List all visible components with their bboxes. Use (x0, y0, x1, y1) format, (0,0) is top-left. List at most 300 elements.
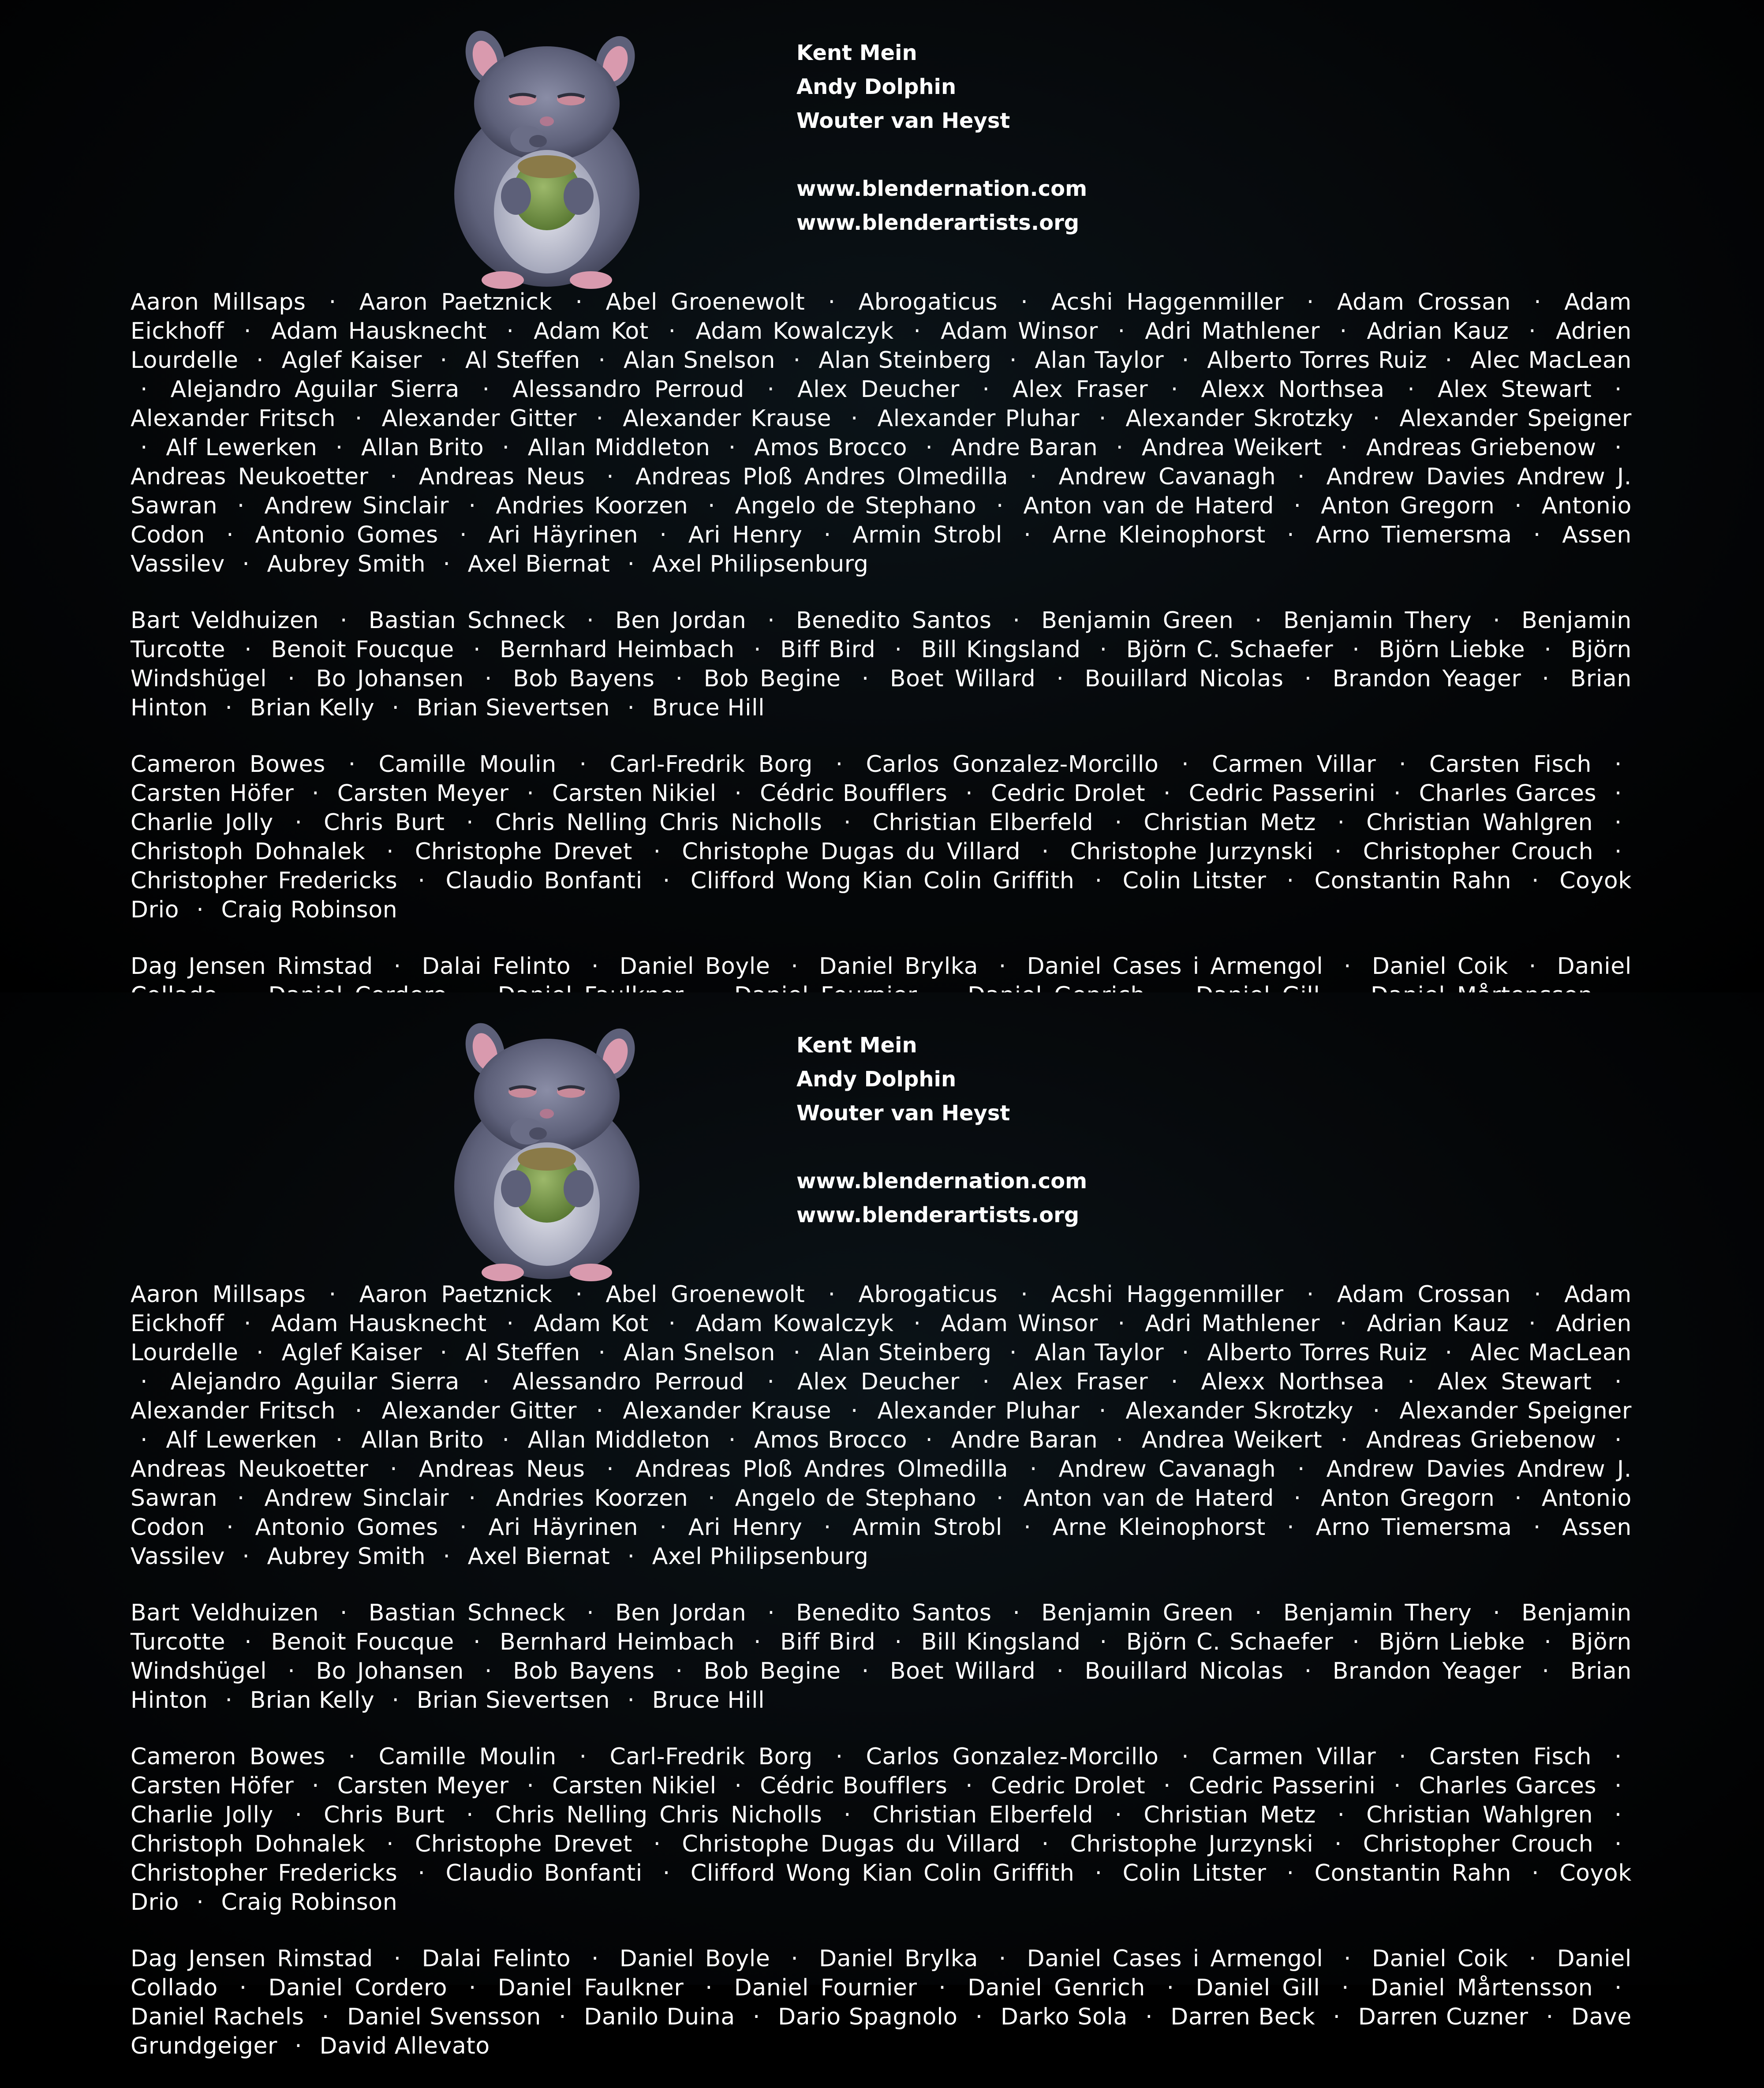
credit-name: Arne Kleinophorst (1052, 522, 1266, 548)
credit-separator: · (579, 1744, 587, 1770)
credit-name: Camille Moulin (378, 1744, 557, 1770)
credit-separator: · (386, 1831, 394, 1857)
credit-separator: · (668, 1310, 676, 1337)
credit-separator: · (998, 1946, 1006, 1972)
credit-separator: · (996, 493, 1004, 519)
credit-separator: · (753, 1629, 762, 1655)
credit-separator: · (1614, 376, 1622, 403)
credit-name: Bruce Hill (652, 695, 765, 721)
credit-name: Christopher Crouch (1363, 838, 1594, 865)
credit-name: Adam Hausknecht (271, 318, 487, 344)
credit-separator: · (675, 1658, 683, 1684)
credit-separator: · (791, 953, 799, 980)
credit-name: Daniel (1557, 953, 1632, 980)
credit-separator: · (140, 376, 148, 403)
credit-separator: · (1529, 318, 1536, 344)
credit-separator: · (1117, 1310, 1125, 1337)
credit-name: Cedric Passerini (1188, 780, 1376, 807)
credit-name: Daniel Gill (1196, 1975, 1320, 2001)
credit-separator: · (355, 1398, 363, 1424)
credit-separator: · (242, 551, 250, 577)
credit-name: Carsten Fisch (1429, 1744, 1592, 1770)
credit-name: Alan Snelson (623, 1340, 776, 1366)
credit-separator: · (1024, 1514, 1031, 1541)
credit-name: Christophe Jurzynski (1070, 838, 1314, 865)
credit-separator: · (1306, 1281, 1314, 1308)
credit-separator: · (226, 1514, 234, 1541)
credit-name: Alexander Gitter (381, 1398, 577, 1424)
credit-name: Brandon Yeager (1332, 666, 1521, 692)
credit-name: David Allevato (319, 2033, 490, 2059)
credit-separator: · (587, 607, 594, 634)
credits-frame-top (0, 0, 1764, 992)
credit-separator: · (1614, 1427, 1622, 1453)
credit-separator: · (244, 1629, 252, 1655)
credit-separator: · (1343, 953, 1352, 980)
credit-name: Alexander Krause (623, 405, 832, 432)
credit-name: Christian Wahlgren (1366, 809, 1593, 836)
credit-separator: · (468, 1485, 476, 1512)
credit-name: Christian Metz (1144, 1802, 1316, 1828)
chinchilla-holding-acorn-icon (437, 26, 657, 291)
credit-separator: · (598, 347, 606, 374)
credit-name: Abrogaticus (858, 289, 998, 315)
special-thanks-block (796, 36, 1087, 240)
credit-separator: · (767, 1600, 775, 1626)
credit-separator: · (1340, 434, 1348, 461)
credit-separator: · (627, 1687, 635, 1714)
credit-separator: · (1114, 1802, 1122, 1828)
thanks-spacer (796, 1130, 1087, 1164)
credit-separator: · (591, 953, 599, 980)
credit-separator: · (1514, 493, 1522, 519)
credit-name: Colin Litster (1122, 1860, 1267, 1886)
credit-name: Alexx Northsea (1201, 1369, 1385, 1395)
credits-frame-bottom (0, 992, 1764, 2059)
credit-separator: · (1372, 1398, 1380, 1424)
credit-separator: · (329, 289, 336, 315)
credit-name: Daniel Fournier (734, 1975, 917, 2001)
credit-separator: · (1029, 464, 1037, 490)
credit-separator: · (506, 318, 514, 344)
credit-name: Adam Kot (534, 1310, 649, 1337)
credit-name: Björn C. Schaefer (1126, 1629, 1334, 1655)
credit-name: Antonio Codon (131, 1485, 1632, 1541)
credit-name: Christophe Drevet (415, 1831, 632, 1857)
credit-name: Alex Deucher (797, 1369, 960, 1395)
credit-separator: · (1534, 1281, 1542, 1308)
credit-separator: · (460, 1514, 467, 1541)
credit-name: Alexander Fritsch (131, 1398, 336, 1424)
credit-name: Camille Moulin (378, 751, 557, 778)
credit-name: Alexx Northsea (1201, 376, 1385, 403)
credit-name: Daniel Brylka (819, 1946, 979, 1972)
credit-separator: · (237, 493, 245, 519)
credit-name: Brian Kelly (250, 1687, 375, 1714)
credit-separator: · (982, 376, 990, 403)
credit-separator: · (1304, 666, 1312, 692)
credit-name: Björn Windshügel (131, 1629, 1632, 1684)
credit-separator: · (502, 434, 510, 461)
credit-separator: · (225, 695, 233, 721)
credit-separator: · (1529, 1946, 1536, 1972)
credit-name: Dario Spagnolo (778, 2004, 958, 2030)
credit-name: Andrew Cavanagh (1058, 464, 1276, 490)
credit-name: Bob Begine (703, 1658, 841, 1684)
credit-separator: · (1013, 1600, 1020, 1626)
credit-name: Clifford Wong Kian Colin Griffith (690, 868, 1075, 894)
credit-separator: · (596, 405, 604, 432)
credit-separator: · (668, 318, 676, 344)
credit-separator: · (835, 751, 843, 778)
credit-name: Bart Veldhuizen (131, 607, 319, 634)
credit-name: Adam Winsor (941, 318, 1098, 344)
credit-name: Björn Liebke (1379, 1629, 1525, 1655)
thanks-website: www.blendernation.com (796, 1169, 1088, 1194)
credit-separator: · (348, 751, 356, 778)
credit-separator: · (1099, 405, 1106, 432)
credit-name: Daniel Boyle (619, 953, 770, 980)
credit-name: Aglef Kaiser (281, 1340, 422, 1366)
credit-separator: · (1340, 1427, 1348, 1453)
credit-name: Ari Henry (688, 522, 803, 548)
credit-name: Bo Johansen (316, 1658, 464, 1684)
credit-name: Cameron Bowes (131, 751, 325, 778)
credit-name: Dalai Felinto (422, 1946, 571, 1972)
credit-name: Alexander Pluhar (877, 405, 1080, 432)
credit-separator: · (502, 1427, 510, 1453)
credit-name: Alexander Gitter (381, 405, 577, 432)
credit-separator: · (596, 1398, 604, 1424)
credit-separator: · (850, 405, 858, 432)
credit-name: Alex Stewart (1437, 376, 1592, 403)
credit-name: Andre Baran (951, 434, 1098, 461)
credit-name: Aaron Paetznick (359, 1281, 553, 1308)
credit-name: Daniel Brylka (819, 953, 979, 980)
credit-name: Andries Koorzen (496, 493, 688, 519)
credit-name: Christopher Fredericks (131, 868, 398, 894)
credit-name: Alex Fraser (1013, 1369, 1148, 1395)
credit-separator: · (473, 636, 481, 663)
credit-separator: · (288, 1658, 295, 1684)
credit-name: Dalai Felinto (422, 953, 571, 980)
credit-separator: · (460, 522, 467, 548)
credit-separator: · (1255, 607, 1263, 634)
credit-name: Ari Henry (688, 1514, 803, 1541)
credit-name: Ben Jordan (615, 1600, 747, 1626)
credit-name: Alexander Speigner (1399, 405, 1632, 432)
credit-name: Darren Cuzner (1358, 2004, 1529, 2030)
credit-separator: · (1493, 607, 1501, 634)
credit-name: Daniel Coik (1372, 953, 1508, 980)
credit-name: Daniel Genrich (968, 1975, 1145, 2001)
credit-separator: · (242, 1543, 250, 1570)
credit-name: Bob Begine (703, 666, 841, 692)
credit-name: Benoit Foucque (271, 1629, 454, 1655)
credit-separator: · (653, 1831, 661, 1857)
credit-separator: · (734, 780, 742, 807)
credit-separator: · (793, 347, 801, 374)
credit-separator: · (767, 1369, 775, 1395)
credit-name: Aaron Millsaps (131, 1281, 306, 1308)
credit-separator: · (244, 636, 252, 663)
credit-separator: · (1116, 1427, 1124, 1453)
credit-name: Andrew Sinclair (264, 1485, 449, 1512)
credit-separator: · (237, 1485, 245, 1512)
credit-separator: · (1352, 636, 1360, 663)
credit-separator: · (256, 347, 264, 374)
credit-separator: · (1181, 751, 1189, 778)
credit-name: Benjamin Green (1041, 607, 1234, 634)
credit-separator: · (850, 1398, 858, 1424)
credits-group (131, 288, 1632, 579)
credit-name: Alessandro Perroud (512, 1369, 744, 1395)
credit-separator: · (1024, 522, 1031, 548)
credit-separator: · (828, 289, 836, 315)
credit-separator: · (1372, 405, 1380, 432)
credit-separator: · (1041, 838, 1049, 865)
credit-separator: · (1342, 1975, 1349, 2001)
credit-separator: · (1546, 2004, 1554, 2030)
credit-separator: · (386, 838, 394, 865)
credit-separator: · (1399, 1744, 1407, 1770)
credit-separator: · (728, 1427, 736, 1453)
credit-separator: · (140, 434, 148, 461)
credit-name: Carsten Höfer (131, 1773, 294, 1799)
credit-name: Andrea Weikert (1141, 1427, 1323, 1453)
credit-separator: · (1095, 868, 1102, 894)
credit-name: Alan Taylor (1035, 1340, 1164, 1366)
credit-name: Christoph Dohnalek (131, 1831, 366, 1857)
credit-separator: · (1337, 809, 1345, 836)
credit-name: Antonio Gomes (255, 522, 438, 548)
thanks-name: Andy Dolphin (796, 75, 957, 99)
credit-name: Daniel Rachels (131, 2004, 304, 2030)
credit-separator: · (925, 1427, 933, 1453)
credit-separator: · (1334, 1831, 1342, 1857)
credit-separator: · (1393, 780, 1401, 807)
credit-name: Al Steffen (465, 1340, 580, 1366)
credit-separator: · (1117, 318, 1125, 344)
credit-name: Bob Bayens (513, 666, 655, 692)
credit-name: Coyok Drio (131, 1860, 1632, 1916)
credit-name: Biff Bird (780, 636, 876, 663)
credit-separator: · (1393, 1773, 1401, 1799)
credit-separator: · (1542, 666, 1550, 692)
credit-separator: · (440, 1340, 448, 1366)
credit-name: Cedric Drolet (990, 1773, 1146, 1799)
credit-separator: · (1614, 434, 1622, 461)
credit-name: Benjamin Thery (1283, 607, 1472, 634)
credit-separator: · (340, 607, 348, 634)
credit-name: Cedric Drolet (990, 780, 1146, 807)
credit-name: Daniel Collado (131, 1946, 1632, 2001)
credit-name: Cédric Boufflers (760, 780, 948, 807)
credit-separator: · (752, 2004, 761, 2030)
credit-separator: · (627, 695, 635, 721)
credit-name: Amos Brocco (754, 1427, 908, 1453)
credit-name: Adrian Kauz (1367, 318, 1509, 344)
credit-name: Adam Hausknecht (271, 1310, 487, 1337)
credit-name: Christian Metz (1144, 809, 1316, 836)
credit-name: Andrew Cavanagh (1058, 1456, 1276, 1482)
thanks-name: Kent Mein (796, 41, 917, 65)
credit-separator: · (393, 953, 401, 980)
credit-name: Charlie Jolly (131, 1802, 273, 1828)
credit-separator: · (728, 434, 736, 461)
credit-name: Alan Steinberg (818, 1340, 992, 1366)
credit-separator: · (705, 1975, 713, 2001)
credit-separator: · (468, 493, 476, 519)
credit-name: Christophe Dugas du Villard (682, 1831, 1021, 1857)
credit-separator: · (1041, 1831, 1049, 1857)
credit-name: Brian Hinton (131, 1658, 1632, 1714)
credit-separator: · (843, 809, 852, 836)
credit-name: Antonio Gomes (255, 1514, 438, 1541)
credit-name: Daniel Faulkner (497, 1975, 684, 2001)
credit-name: Andrew Davies Andrew J. Sawran (131, 464, 1632, 519)
credit-name: Alf Lewerken (166, 1427, 318, 1453)
credit-separator: · (239, 1975, 247, 2001)
credit-name: Antonio Codon (131, 493, 1632, 548)
credit-separator: · (440, 347, 448, 374)
credits-group (131, 1742, 1632, 1917)
credit-separator: · (575, 289, 583, 315)
credit-separator: · (965, 780, 973, 807)
credit-separator: · (196, 897, 204, 923)
credit-name: Christophe Drevet (415, 838, 632, 865)
credit-separator: · (1533, 1514, 1541, 1541)
credit-separator: · (1399, 751, 1407, 778)
thanks-name: Kent Mein (796, 1033, 917, 1058)
credit-separator: · (484, 1658, 493, 1684)
credit-name: Alejandro Aguilar Sierra (170, 376, 460, 403)
credit-separator: · (484, 666, 493, 692)
credit-separator: · (598, 1340, 606, 1366)
credit-name: Adam Eickhoff (131, 289, 1632, 344)
credit-name: Ben Jordan (615, 607, 747, 634)
credit-name: Carl-Fredrik Borg (609, 751, 813, 778)
credit-separator: · (861, 666, 869, 692)
credit-name: Alec MacLean (1470, 347, 1632, 374)
credits-group (131, 606, 1632, 722)
credit-separator: · (1614, 1802, 1622, 1828)
credit-name: Bob Bayens (513, 1658, 655, 1684)
credit-name: Björn C. Schaefer (1126, 636, 1334, 663)
credit-separator: · (243, 1310, 251, 1337)
credit-separator: · (468, 1975, 476, 2001)
credit-name: Danilo Duina (584, 2004, 735, 2030)
credit-name: Benedito Santos (796, 1600, 992, 1626)
credit-separator: · (1352, 1629, 1360, 1655)
thanks-name: Wouter van Heyst (796, 1101, 1010, 1126)
credit-separator: · (996, 1485, 1004, 1512)
credit-separator: · (975, 2004, 983, 2030)
credit-separator: · (1287, 1514, 1295, 1541)
credit-separator: · (1544, 636, 1552, 663)
credit-separator: · (1114, 809, 1122, 836)
credit-separator: · (1614, 780, 1622, 807)
credit-name: Abel Groenewolt (605, 289, 805, 315)
credit-separator: · (256, 1340, 264, 1366)
credit-name: Andreas Griebenow (1366, 1427, 1596, 1453)
credit-separator: · (587, 1600, 594, 1626)
credit-name: Benjamin Turcotte (131, 1600, 1632, 1655)
credit-separator: · (1542, 1658, 1550, 1684)
credit-name: Brian Sievertsen (416, 695, 610, 721)
credit-name: Allan Brito (361, 434, 484, 461)
credit-name: Allan Middleton (527, 434, 710, 461)
credit-name: Andries Koorzen (496, 1485, 688, 1512)
credit-name: Brandon Yeager (1332, 1658, 1521, 1684)
credit-separator: · (1181, 1744, 1189, 1770)
credit-name: Adam Kowalczyk (695, 318, 894, 344)
credit-separator: · (355, 405, 363, 432)
credit-separator: · (288, 666, 295, 692)
credit-separator: · (753, 636, 762, 663)
credit-separator: · (708, 1485, 716, 1512)
credit-separator: · (1009, 1340, 1017, 1366)
credit-name: Armin Strobl (852, 1514, 1002, 1541)
credit-separator: · (1614, 1369, 1622, 1395)
credit-name: Christoph Dohnalek (131, 838, 366, 865)
credit-name: Andrew Sinclair (264, 493, 449, 519)
credit-name: Carsten Meyer (337, 780, 509, 807)
credit-separator: · (1009, 347, 1017, 374)
credit-name: Alan Steinberg (818, 347, 992, 374)
credit-separator: · (392, 1687, 400, 1714)
credit-separator: · (1529, 953, 1536, 980)
credit-name: Adri Mathlener (1145, 1310, 1320, 1337)
credit-name: Chris Nelling Chris Nicholls (495, 809, 822, 836)
credits-group (131, 750, 1632, 924)
credit-separator: · (1095, 1860, 1102, 1886)
credit-separator: · (243, 318, 251, 344)
credit-name: Boet Willard (889, 666, 1036, 692)
credit-name: Angelo de Stephano (735, 1485, 977, 1512)
credit-separator: · (1493, 1600, 1501, 1626)
credit-name: Anton Gregorn (1321, 493, 1495, 519)
credit-separator: · (295, 1802, 303, 1828)
credit-name: Axel Biernat (467, 1543, 610, 1570)
credit-name: Darko Sola (1000, 2004, 1128, 2030)
credit-separator: · (653, 838, 661, 865)
credit-name: Christophe Dugas du Villard (682, 838, 1021, 865)
credit-name: Carlos Gonzalez-Morcillo (866, 1744, 1159, 1770)
credit-name: Axel Biernat (467, 551, 610, 577)
credit-separator: · (734, 1773, 742, 1799)
credit-name: Alf Lewerken (166, 434, 318, 461)
credit-name: Anton Gregorn (1321, 1485, 1495, 1512)
credit-separator: · (1145, 2004, 1153, 2030)
credit-name: Andreas Ploß Andres Olmedilla (635, 1456, 1009, 1482)
credit-separator: · (335, 1427, 343, 1453)
credit-name: Ari Häyrinen (488, 522, 639, 548)
credit-name: Brian Sievertsen (416, 1687, 610, 1714)
thanks-name: Wouter van Heyst (796, 109, 1010, 133)
credit-name: Alexander Skrotzky (1125, 1398, 1354, 1424)
credit-separator: · (1534, 289, 1542, 315)
credit-separator: · (767, 376, 775, 403)
credit-name: Allan Brito (361, 1427, 484, 1453)
credit-name: Claudio Bonfanti (445, 1860, 643, 1886)
credit-name: Claudio Bonfanti (445, 868, 643, 894)
credit-name: Daniel Svensson (347, 2004, 541, 2030)
credit-name: Ari Häyrinen (488, 1514, 639, 1541)
credit-name: Carsten Nikiel (552, 780, 717, 807)
credit-name: Axel Philipsenburg (652, 1543, 869, 1570)
credit-separator: · (913, 318, 921, 344)
